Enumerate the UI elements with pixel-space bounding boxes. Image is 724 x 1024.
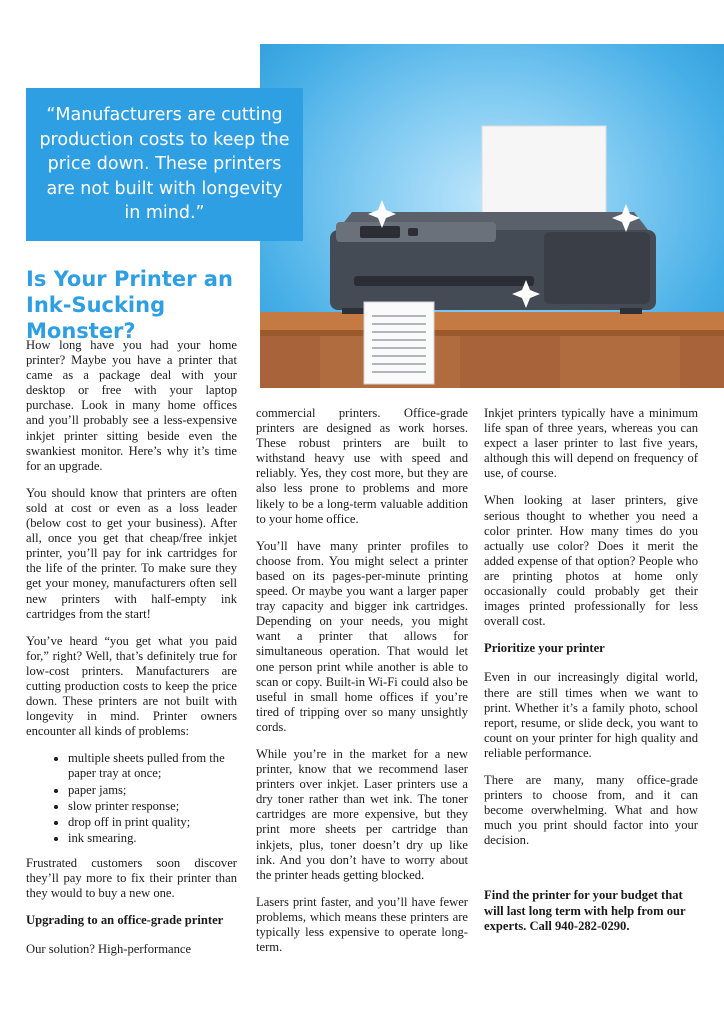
printer-foot-right (620, 308, 642, 314)
text-column-3 (484, 406, 698, 946)
printer-slot (354, 276, 534, 286)
pull-quote: “Manufacturers are cutting production costs to keep the price down. These printers are not built with longevity in mind.” (39, 105, 290, 224)
printer-foot-left (342, 308, 364, 314)
subheading: Upgrading to an office-grade printer (26, 913, 224, 928)
paragraph: You’ve heard “you get what you paid for,” right? Well, that’s definitely true for low-cost printers. Manufacturers are cutting production costs to keep the price down. These printers are not built with longevity in mind. Printer owners encounter all kinds of problems: (26, 633, 237, 739)
paragraph: Frustrated customers soon discover they’ll pay more to fix their printer than they would to buy a new one. (26, 855, 237, 901)
text-column-2 (256, 406, 468, 967)
call-to-action: Find the printer for your budget that will last long term with help from our experts. Call 940-282-0290. (484, 888, 686, 933)
printer-screen (360, 226, 400, 238)
paragraph: Even in our increasingly digital world, there are still times when we want to print. Whether it’s a family photo, school report, resume, or slide deck, you want to count on your printer for high quality and reliable performance. (484, 670, 698, 760)
printer-illustration (260, 44, 724, 388)
list-item: • paper jams; (68, 783, 237, 798)
printer-side (544, 232, 650, 304)
paragraph: How long have you had your home printer? Maybe you have a printer that came as a package deal with your desktop or free with your laptop purchase. Look in many home offices and you’ll probably see a less-expensive inkjet printer sitting beside even the swankiest monitor. Here’s why it’s time for an upgrade. (26, 338, 237, 473)
paragraph: When looking at laser printers, give serious thought to whether you need a color printer. How many times do you actually use color? Does it merit the added expense of that option? People who are printing photos at home only occasionally could probably get their images printed professionally for less overall cost. (484, 493, 698, 629)
paragraph: Our solution? High-performance (26, 942, 192, 957)
paragraph: Lasers print faster, and you’ll have fewer problems, which means these printers are typically less expensive to operate long-term. (256, 894, 468, 955)
paragraph: commercial printers. Office-grade printers are designed as work horses. These robust printers are built to withstand heavy use with speed and reliably. Yes, they cost more, but they are also less prone to problems and more likely to be a long-term valuable addition to your home office. (256, 406, 468, 526)
paragraph: Inkjet printers typically have a minimum life span of three years, whereas you can expect a laser printer to last five years, although this will depend on frequency of use, of course. (484, 406, 698, 481)
article-headline: Is Your Printer an Ink-Sucking Monster? (26, 267, 233, 343)
list-item: • ink smearing. (68, 831, 237, 846)
paragraph: You should know that printers are often sold at cost or even as a loss leader (below cost to get your business). After all, once you get that cheap/free inkjet printer, you’ll pay for ink cartridges for the life of the printer. To make sure they get your money, manufacturers often sell new printers with half-empty ink cartridges from the start! (26, 485, 237, 621)
paragraph: You’ll have many printer profiles to choose from. You might select a printer based on its pages-per-minute printing speed. Or maybe you want a larger paper tray capacity and bigger ink cartridges. Depending on your needs, you might want a printer that allows for simultaneous operation. That would let one person print while another is able to scan or copy. Built-in Wi-Fi could also be useful in small home offices if you’re tired of tripping over so many unsightly cords. (256, 538, 468, 734)
list-item: • drop off in print quality; (68, 815, 237, 830)
hero-image (260, 44, 724, 388)
desk-leg-right (560, 336, 680, 388)
list-item: • slow printer response; (68, 799, 237, 814)
paragraph: There are many, many office-grade printers to choose from, and it can become overwhelming. What and how much you print should factor into your decision. (484, 772, 698, 848)
printer-button (408, 228, 418, 236)
subheading: Prioritize your printer (484, 641, 605, 656)
list-item: • multiple sheets pulled from the paper tray at once; (68, 751, 237, 781)
pull-quote-box (26, 88, 303, 241)
problems-list (26, 751, 237, 846)
text-column-1 (26, 338, 237, 969)
desk-edge (260, 330, 724, 336)
paragraph: While you’re in the market for a new printer, know that we recommend laser printers over inkjet. Laser printers use a dry toner rather than wet ink. The toner cartridges are more expensive, but they print more sheets per cartridge than inkjets, plus, toner doesn’t dry up like ink. And you don’t have to worry about the printer heads getting blocked. (256, 746, 468, 882)
